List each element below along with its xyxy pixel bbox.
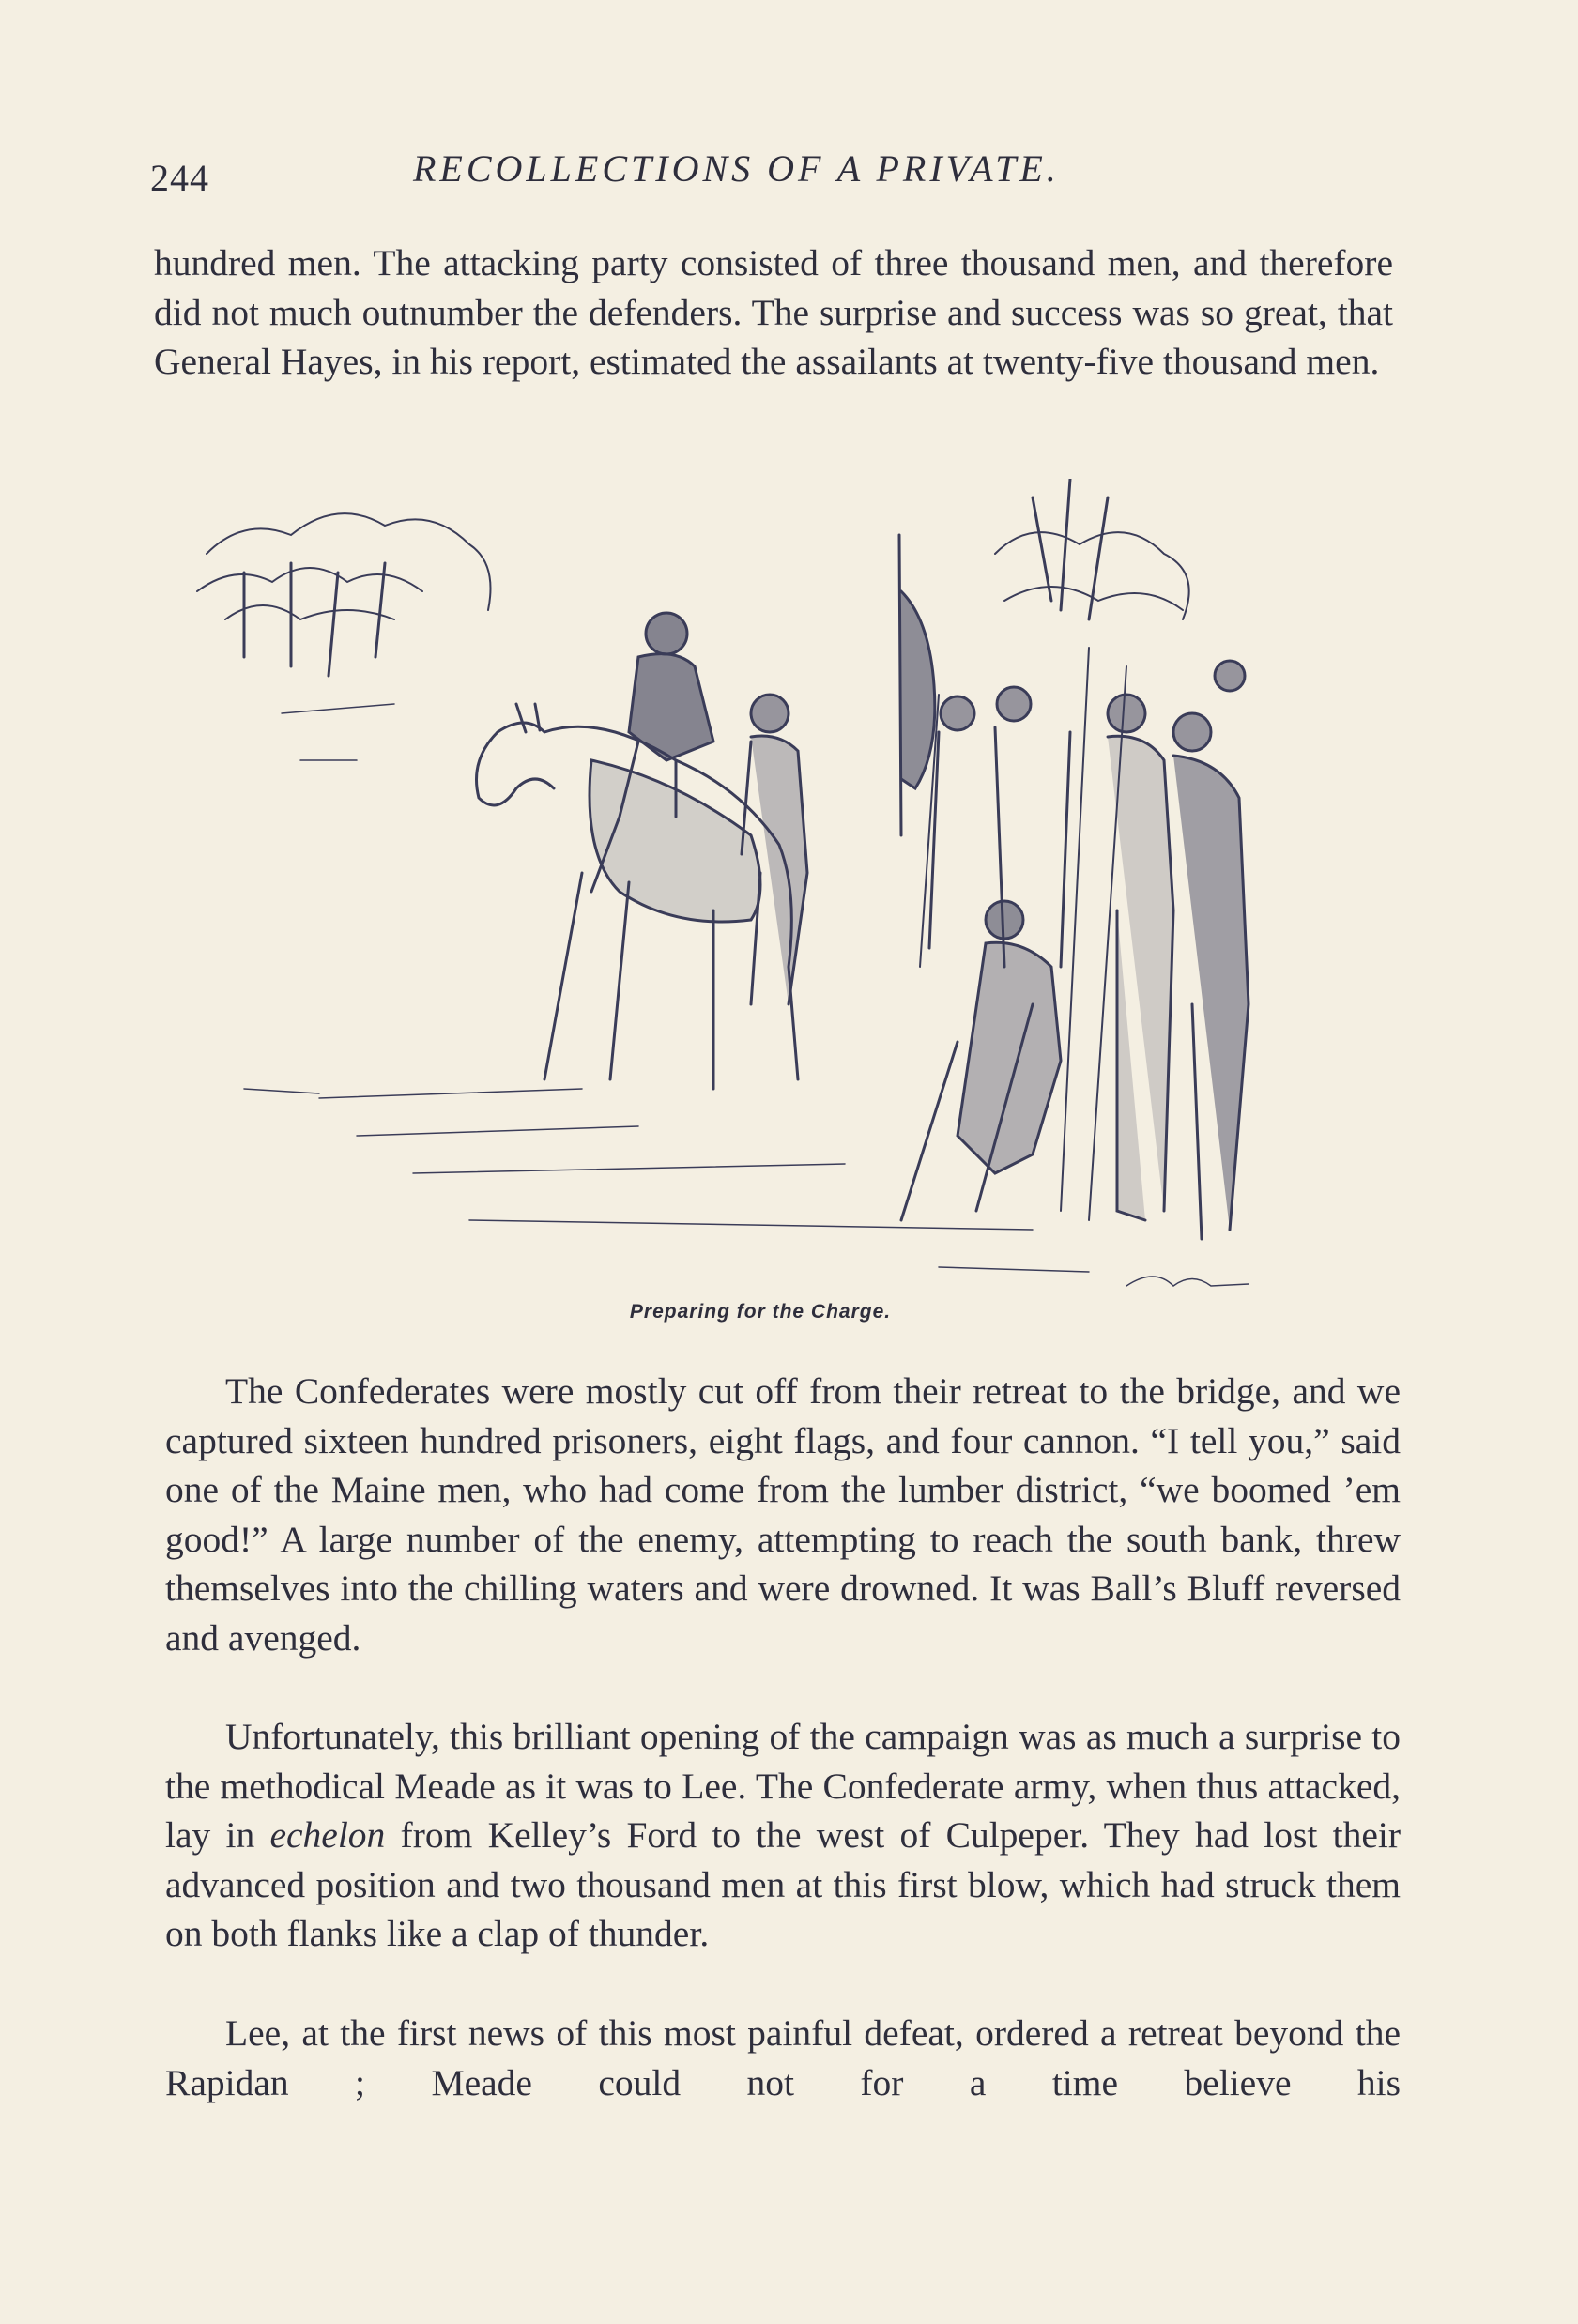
running-title: RECOLLECTIONS OF A PRIVATE. <box>413 147 1060 190</box>
paragraph-1: hundred men. The attacking party consisted of three thousand men, and therefore did not much outnumber the defenders. The surprise and success was so great, that General Hayes, in his report, estimated the assailants at twenty-five thousand men. <box>154 242 1393 382</box>
figure-caption: Preparing for the Charge. <box>629 1301 892 1323</box>
kneeling-soldier <box>901 901 1061 1220</box>
flag <box>899 535 935 835</box>
paragraph-3 <box>165 1712 1401 1959</box>
paragraph-3-text-start: Unfortunately, this brilliant opening of the campaign was as much a surprise to the methodical Meade as it was to Lee. The Confederate army, when thus attacked, lay in <box>165 1716 1401 1856</box>
engraver-signature <box>1126 1277 1249 1286</box>
soldiers-group <box>920 648 1249 1239</box>
engraving-illustration <box>188 479 1361 1305</box>
page-header <box>150 141 1408 206</box>
paragraph-4: Lee, at the first news of this most painful defeat, ordered a retreat beyond the Rapidan ; Meade could not for a time believe his <box>165 2012 1401 2103</box>
page-number: 244 <box>150 157 209 199</box>
paragraph-3-text-end: from Kelley’s Ford to the west of Culpeper. They had lost their advanced position and two thousand men at this first blow, which had struck them on both flanks like a clap of thunder. <box>165 1814 1402 1954</box>
trees-right <box>995 479 1189 619</box>
paragraph-2: The Confederates were mostly cut off from their retreat to the bridge, and we captured sixteen hundred prisoners, eight flags, and four cannon. “I tell you,” said one of the Maine men, who had come from the lumber district, “we boomed ’em good!” A large number of the enemy, attempting to reach the south bank, threw themselves into the chilling waters and were drowned. It was Ball’s Bluff reversed and avenged. <box>165 1370 1401 1659</box>
trees-left <box>197 513 491 676</box>
italic-term: echelon <box>269 1814 386 1856</box>
